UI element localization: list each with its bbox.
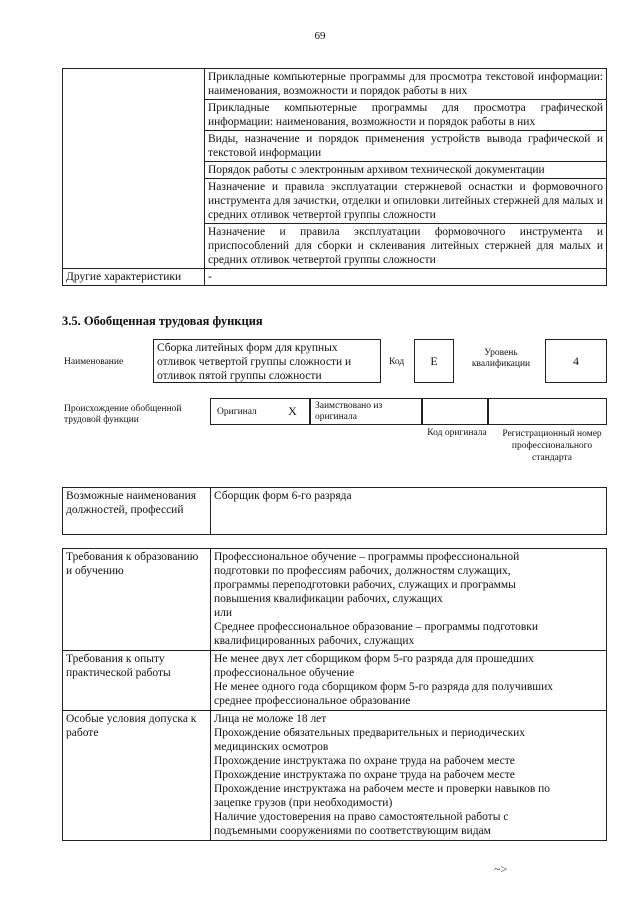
knowledge-item: Виды, назначение и порядок применения устройств вывода графической и текстовой информации xyxy=(205,131,607,162)
text-line: профессиональное обучение xyxy=(214,667,355,679)
handwritten-mark: ⁠~> xyxy=(494,862,508,876)
level-label: Уровень квалификации xyxy=(471,348,531,369)
text-line: Не менее одного года сборщиком форм 5-го разряда для получивших xyxy=(214,681,554,693)
education-value xyxy=(211,549,607,651)
section-title: 3.5. Обобщенная трудовая функция xyxy=(62,314,263,328)
positions-table xyxy=(62,487,607,535)
experience-label: Требования к опыту практической работы xyxy=(63,651,211,711)
text-line: программы переподготовки рабочих, служащих и программы xyxy=(214,579,516,591)
other-characteristics-label: Другие характеристики xyxy=(63,269,205,286)
text-line: Прохождение инструктажа на рабочем месте и проверки навыков по xyxy=(214,783,551,795)
text-line: Прохождение инструктажа по охране труда на рабочем месте xyxy=(214,755,515,767)
code-label: Код xyxy=(389,357,405,367)
text-line: медицинских осмотров xyxy=(214,741,329,753)
text-line: Прохождение обязательных предварительных и периодических xyxy=(214,727,526,739)
borrowed-label: Заимствовано из оригинала xyxy=(310,398,422,425)
table-row xyxy=(63,651,607,711)
experience-value xyxy=(211,651,607,711)
text-line: Лица не моложе 18 лет xyxy=(214,713,327,725)
text-line: повышения квалификации рабочих, служащих xyxy=(214,593,443,605)
knowledge-item: Порядок работы с электронным архивом технической документации xyxy=(205,162,607,179)
positions-value: Сборщик форм 6-го разряда xyxy=(211,488,607,535)
table-row xyxy=(63,488,607,535)
code-value-box: E xyxy=(414,339,454,383)
table-row xyxy=(63,269,607,286)
knowledge-item: Прикладные компьютерные программы для просмотра текстовой информации: наименования, возможности и порядок работы в них xyxy=(205,69,607,100)
reg-number-label: Регистрационный номер профессионального стандарта xyxy=(502,429,602,463)
text-line: среднее профессиональное образование xyxy=(214,695,411,707)
other-characteristics-value: - xyxy=(205,269,607,286)
text-line: Не менее двух лет сборщиком форм 5-го разряда для прошедших xyxy=(214,653,534,665)
education-label: Требования к образованию и обучению xyxy=(63,549,211,651)
admission-label: Особые условия допуска к работе xyxy=(63,711,211,841)
text-line: Среднее профессиональное образование – программы подготовки xyxy=(214,621,539,633)
text-line: Наличие удостоверения на право самостоятельной работы с xyxy=(214,811,509,823)
text-line: или xyxy=(214,607,233,619)
table-row xyxy=(63,549,607,651)
code-original-label: Код оригинала xyxy=(427,428,487,438)
table-row xyxy=(63,69,607,100)
text-line: Профессиональное обучение – программы профессиональной xyxy=(214,551,520,563)
positions-label: Возможные наименования должностей, профессий xyxy=(63,488,211,535)
name-label: Наименование xyxy=(64,357,124,367)
knowledge-label-cell xyxy=(63,69,205,269)
code-original-cell xyxy=(422,398,488,425)
knowledge-item: Назначение и правила эксплуатации стержневой оснастки и формовочного инструмента для зачистки, отделки и опиловки литейных стержней для малых и средних отливок четвертой группы сложности xyxy=(205,179,607,224)
knowledge-table xyxy=(62,68,607,286)
origin-row xyxy=(210,398,607,425)
requirements-table xyxy=(62,548,607,841)
text-line: зацепке грузов (при необходимости) xyxy=(214,797,393,809)
original-mark: X xyxy=(276,398,310,425)
text-line: подготовки по профессиям рабочих, должностям служащих, xyxy=(214,565,511,577)
reg-number-cell xyxy=(488,398,607,425)
table-row xyxy=(63,711,607,841)
text-line: подъемными сооружениями по соответствующим видам xyxy=(214,825,491,837)
knowledge-item: Назначение и правила эксплуатации формовочного инструмента и приспособлений для сборки и склеивания литейных стержней для малых и средних отливок четвертой группы сложности xyxy=(205,224,607,269)
page-number: 69 xyxy=(314,30,326,42)
knowledge-item: Прикладные компьютерные программы для просмотра графической информации: наименования, возможности и порядок работы в них xyxy=(205,100,607,131)
level-value-box: 4 xyxy=(545,339,607,383)
text-line: Прохождение инструктажа по охране труда на рабочем месте xyxy=(214,769,515,781)
text-line: квалифицированных рабочих, служащих xyxy=(214,635,415,647)
admission-value xyxy=(211,711,607,841)
original-label: Оригинал xyxy=(210,398,276,425)
origin-label: Происхождение обобщенной трудовой функции xyxy=(64,404,182,425)
function-name-box: Сборка литейных форм для крупных отливок четвертой группы сложности и отливок пятой группы сложности xyxy=(153,339,381,383)
